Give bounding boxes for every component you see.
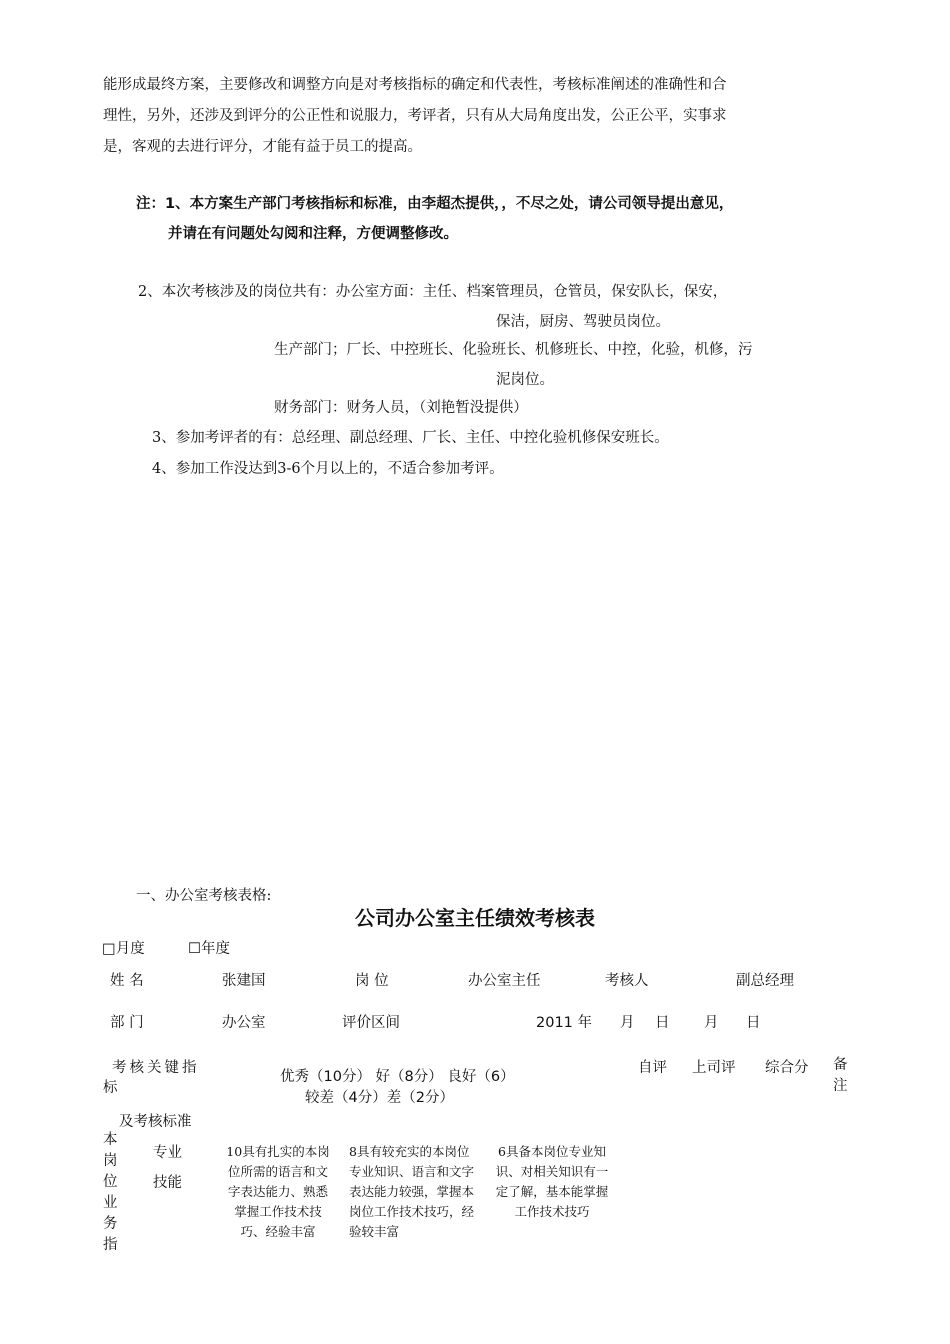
grade-8-text: 8具有较充实的本岗位专业知识、语言和文字表达能力较强，掌握本岗位工作技术技巧，经验较丰富 xyxy=(349,1144,475,1239)
range-day-2: 日 xyxy=(746,1015,761,1031)
header-kpi-line-2: 标 xyxy=(103,1080,118,1096)
assessor-label: 考核人 xyxy=(605,973,649,989)
header-self: 自评 xyxy=(638,1060,667,1076)
grade-10-text: 10具有扎实的本岗位所需的语言和文字表达能力、熟悉掌握工作技术技巧、经验丰富 xyxy=(226,1144,330,1239)
header-grades-line-2: 较差（4分）差（2分） xyxy=(305,1090,454,1106)
note-2-line-5: 财务部门：财务人员，（刘艳暂没提供） xyxy=(274,400,528,416)
period-month-checkbox[interactable]: □月度 xyxy=(102,941,145,957)
range-month-2: 月 xyxy=(704,1015,719,1031)
range-month-1: 月 xyxy=(620,1015,635,1031)
header-superior: 上司评 xyxy=(692,1060,736,1076)
header-grades-line-1: 优秀（10分） 好（8分） 良好（6） xyxy=(280,1069,515,1085)
period-year-checkbox[interactable]: ☐年度 xyxy=(188,941,230,957)
note-2-line-1: 2、本次考核涉及的岗位共有：办公室方面：主任、档案管理员，仓管员，保安队长，保安， xyxy=(138,284,728,300)
name-label: 姓 名 xyxy=(110,973,144,989)
post-label: 岗 位 xyxy=(355,973,389,989)
section-heading: 一、办公室考核表格: xyxy=(136,888,272,904)
header-kpi-line-3: 及考核标准 xyxy=(119,1114,192,1130)
note-1-line-2: 并请在有问题处勾阅和注释，方便调整修改。 xyxy=(168,226,458,242)
category-vertical: 本岗位业务指 xyxy=(103,1132,118,1253)
note-2-line-4: 泥岗位。 xyxy=(496,372,554,388)
intro-line-2: 理性，另外，还涉及到评分的公正性和说服力，考评者，只有从大局角度出发，公正公平，实事求 xyxy=(103,108,727,124)
intro-line-3: 是，客观的去进行评分，才能有益于员工的提高。 xyxy=(103,139,422,155)
note-1-text: 注：1、本方案生产部门考核指标和标准，由李超杰提供，，不尽之处，请公司领导提出意见， xyxy=(136,196,734,212)
header-remark: 备注 xyxy=(833,1057,848,1094)
item-line-2: 技能 xyxy=(153,1175,182,1191)
item-line-1: 专业 xyxy=(153,1145,182,1161)
header-total: 综合分 xyxy=(765,1060,809,1076)
assessor-value: 副总经理 xyxy=(736,973,794,989)
grade-6-text: 6具备本岗位专业知识、对相关知识有一定了解，基本能掌握工作技术技巧 xyxy=(495,1144,609,1219)
range-day-1: 日 xyxy=(655,1015,670,1031)
post-value: 办公室主任 xyxy=(468,973,541,989)
header-kpi-line-1: 考核关键指 xyxy=(112,1060,200,1076)
note-3: 3、参加考评者的有：总经理、副总经理、厂长、主任、中控化验机修保安班长。 xyxy=(152,430,669,446)
note-2-line-3: 生产部门；厂长、中控班长、化验班长、机修班长、中控，化验，机修，污 xyxy=(274,342,753,358)
range-label: 评价区间 xyxy=(342,1015,400,1031)
note-2-line-2: 保洁，厨房、驾驶员岗位。 xyxy=(496,314,670,330)
name-value: 张建国 xyxy=(222,973,266,989)
form-title: 公司办公室主任绩效考核表 xyxy=(355,906,595,930)
dept-label: 部 门 xyxy=(110,1015,144,1031)
note-1-line-1 xyxy=(136,192,733,213)
intro-line-1: 能形成最终方案，主要修改和调整方向是对考核指标的确定和代表性，考核标准阐述的准确性和合 xyxy=(103,77,727,93)
dept-value: 办公室 xyxy=(222,1015,266,1031)
note-4: 4、参加工作没达到3-6个月以上的，不适合参加考评。 xyxy=(152,461,504,477)
range-year: 2011 年 xyxy=(536,1015,593,1031)
